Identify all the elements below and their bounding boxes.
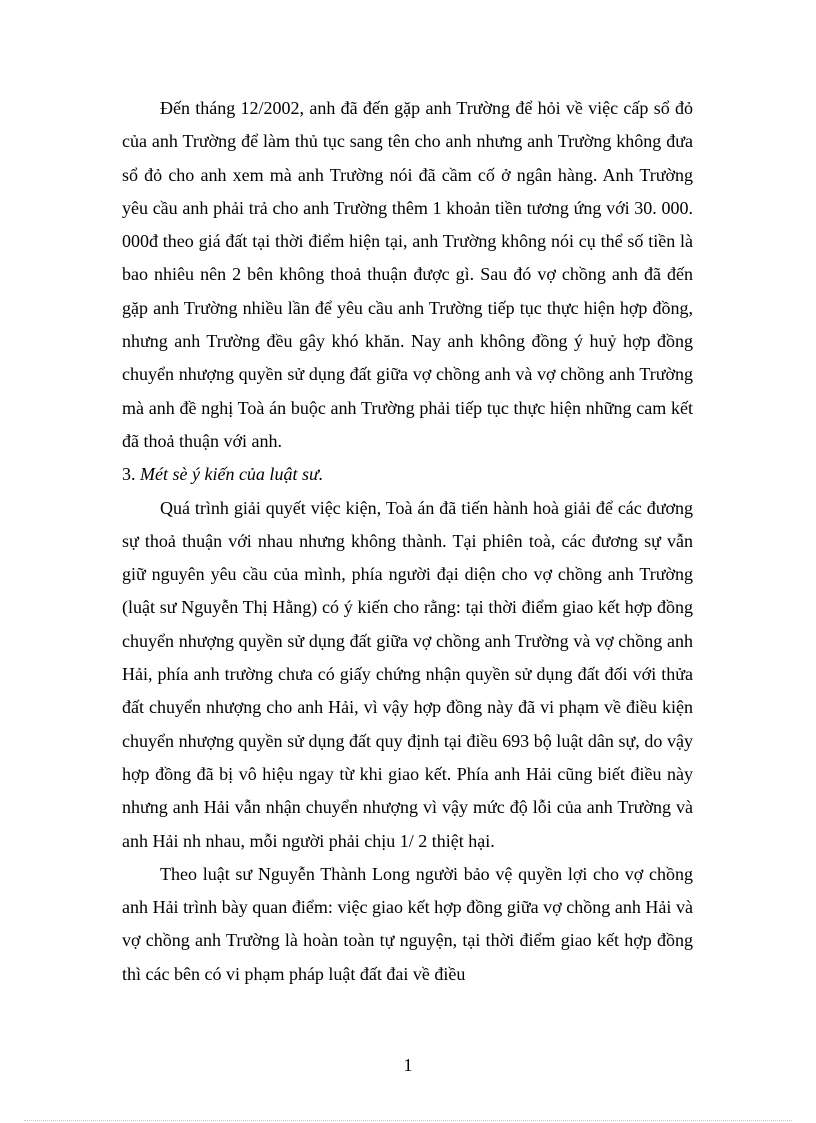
page-bottom-divider bbox=[24, 1120, 792, 1121]
paragraph-3: Theo luật sư Nguyễn Thành Long người bảo vệ quyền lợi cho vợ chồng anh Hải trình bày quan điểm: việc giao kết hợp đồng giữa vợ chồng anh Hải và vợ chồng anh Trường là hoàn toàn tự nguyện, tại thời điểm giao kết hợp đồng thì các bên có vi phạm pháp luật đất đai về điều bbox=[122, 863, 693, 984]
section-heading bbox=[122, 458, 693, 491]
paragraph-2: Quá trình giải quyết việc kiện, Toà án đã tiến hành hoà giải để các đương sự thoả thuận với nhau nhưng không thành. Tại phiên toà, các đương sự vẫn giữ nguyên yêu cầu của mình, phía người đại diện cho vợ chồng anh Trường (luật sư Nguyễn Thị Hằng) có ý kiến cho rằng: tại thời điểm giao kết hợp đồng chuyển nhượng quyền sử dụng đất giữa vợ chồng anh Trường và vợ chồng anh Hải, phía anh trường chưa có giấy chứng nhận quyền sử dụng đất đối với thửa đất chuyển nhượng cho anh Hải, vì vậy hợp đồng này đã vi phạm về điều kiện chuyển nhượng quyền sử dụng đất quy định tại điều 693 bộ luật dân sự, do vậy hợp đồng đã bị vô hiệu ngay từ khi giao kết. Phía anh Hải cũng biết điều này nhưng anh Hải vẫn nhận chuyển nhượng vì vậy mức độ lỗi của anh Trường và anh Hải nh nhau, mỗi người phải chịu 1/ 2 thiệt hại. bbox=[122, 497, 693, 851]
section-number: 3. bbox=[122, 464, 136, 485]
paragraph-1: Đến tháng 12/2002, anh đã đến gặp anh Trường để hỏi về việc cấp sổ đỏ của anh Trường để làm thủ tục sang tên cho anh nhưng anh Trường không đưa sổ đỏ cho anh xem mà anh Trường nói đã cầm cố ở ngân hàng. Anh Trường yêu cầu anh phải trả cho anh Trường thêm 1 khoản tiền tương ứng với 30. 000. 000đ theo giá đất tại thời điểm hiện tại, anh Trường không nói cụ thể số tiền là bao nhiêu nên 2 bên không thoả thuận được gì. Sau đó vợ chồng anh đã đến gặp anh Trường nhiều lần để yêu cầu anh Trường tiếp tục thực hiện hợp đồng, nhưng anh Trường đều gây khó khăn. Nay anh không đồng ý huỷ hợp đồng chuyển nhượng quyền sử dụng đất giữa vợ chồng anh và vợ chồng anh Trường mà anh đề nghị Toà án buộc anh Trường phải tiếp tục thực hiện những cam kết đã thoả thuận với anh. bbox=[122, 98, 693, 451]
page-number: 1 bbox=[403, 1055, 413, 1075]
document-body bbox=[122, 92, 693, 991]
section-title: Mét sè ý kiến của luật sư. bbox=[140, 464, 324, 485]
